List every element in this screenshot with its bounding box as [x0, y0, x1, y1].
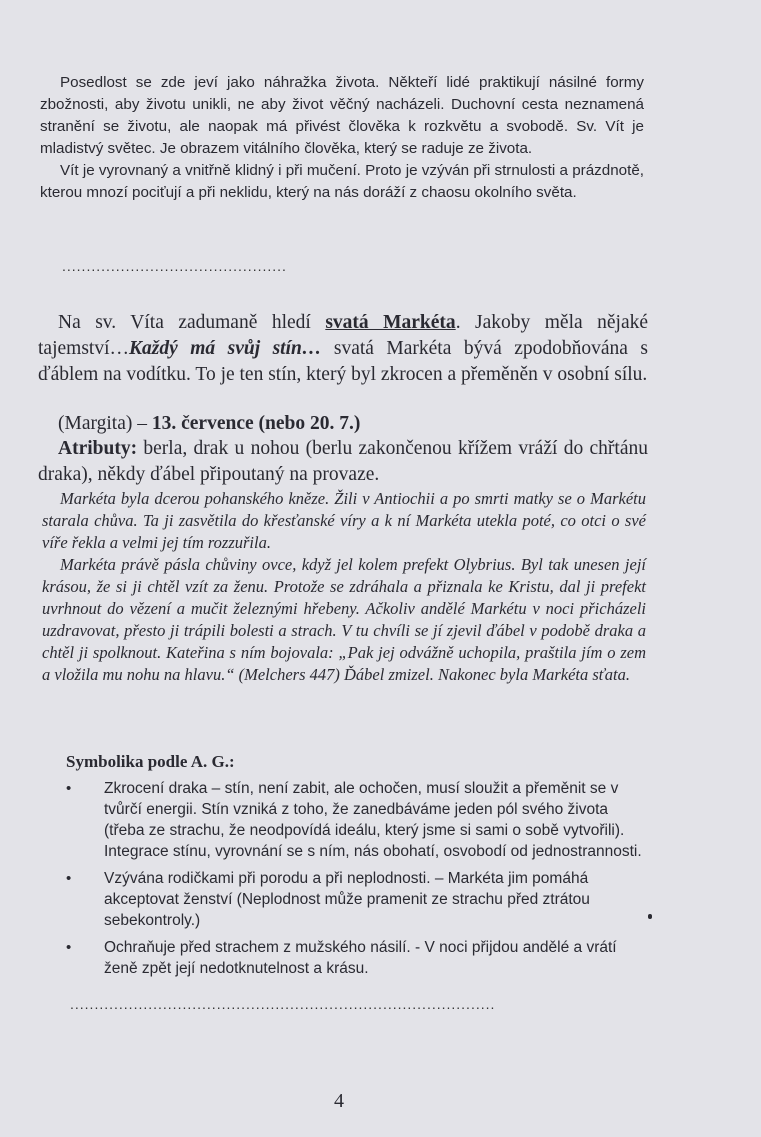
list-item: [62, 937, 642, 979]
list-item-text: Vzývána rodičkami při porodu a při neplodnosti. – Markéta jim pomáhá akceptovat ženství (Neplodnost může pramenit ze strachu před ztrátou sebekontroly.): [104, 870, 590, 929]
symbolika-title: Symbolika podle A. G.:: [66, 752, 235, 771]
intro-italic-quote: Každý má svůj stín…: [129, 338, 322, 359]
list-item: [62, 868, 642, 931]
saint-name: svatá Markéta: [325, 312, 456, 333]
attributes-label: Atributy:: [58, 438, 138, 459]
intro-before: Na sv. Víta zadumaně hledí: [58, 312, 326, 333]
list-item-text: Ochraňuje před strachem z mužského násilí. - V noci přijdou andělé a vrátí ženě zpět její nedotknutelnost a krásu.: [104, 939, 617, 977]
attributes-paragraph: [38, 436, 648, 488]
list-item: [62, 778, 642, 862]
paragraph-vit: [40, 72, 644, 204]
bullet-icon: •: [66, 780, 72, 797]
intro-paragraph: [38, 310, 648, 388]
feast-alt-name: (Margita) –: [58, 413, 152, 434]
feast-date-value: 13. července (nebo 20. 7.): [151, 413, 361, 434]
paragraph-vit-part-2: Vít je vyrovnaný a vnitřně klidný i při mučení. Proto je vzýván při strnulosti a prázdnotě, kterou mnozí pociťují a při neklidu, který na nás doráží z chaosu okolního světa.: [40, 162, 644, 201]
list-item-text: Zkrocení draka – stín, není zabit, ale ochočen, musí sloužit a přeměnit se v tvůrčí energii. Stín vzniká z toho, že zanedbáváme jeden pól svého života (třeba ze strachu, že neodpovídá ideálu, který jsme si sami o sobě vytvořili). Integrace stínu, vyrovnání se s ním, nás obohatí, osvobodí od jednostrannosti.: [104, 780, 642, 860]
legend-paragraph-2: Markéta právě pásla chůviny ovce, když jel kolem prefekt Olybrius. Byl tak unesen její krásou, že si ji chtěl vzít za ženu. Protože se zdráhala a přiznala ke Kristu, dal ji prefekt uvrhnout do vězení a mučit železnými hřebeny. Ačkoliv andělé Markétu v noci přicházeli uzdravovat, přesto ji trápili bolesti a strach. V tu chvíli se jí zjevil ďábel v podobě draka a chtěl ji spolknout. Kateřina s ním bojovala: „Pak jej odvážně uchopila, praštila jím o zem a vložila mu nohu na hlavu.“ (Melchers 447) Ďábel zmizel. Nakonec byla Markéta sťata.: [42, 555, 646, 684]
intro-middle: . Jakoby měla nějaké tajemství…: [38, 312, 649, 359]
symbolika-list: [62, 778, 642, 985]
feast-date: [58, 411, 360, 437]
legend-paragraph-1: Markéta byla dcerou pohanského kněze. Žili v Antiochii a po smrti matky se o Markétu starala chůva. Ta ji zasvětila do křesťanské víry a k ní Markéta utekla poté, co otci o své víře řekla a velmi jej tím rozzuřila.: [42, 489, 646, 552]
attributes-text: berla, drak u nohou (berlu zakončenou křížem vráží do chřtánu draka), někdy ďábel připoutaný na provaze.: [38, 438, 648, 485]
bullet-icon: •: [66, 870, 72, 887]
intro-after: svatá Markéta bývá zpodobňována s ďáblem na vodítku. To je ten stín, který byl zkrocen a přeměněn v osobní sílu.: [38, 338, 648, 385]
dotted-divider-top: ..............................................: [62, 258, 287, 274]
print-speck: [648, 914, 652, 919]
dotted-divider-bottom: .......................................................................................: [70, 996, 496, 1012]
page-number: 4: [334, 1090, 344, 1112]
paragraph-vit-part-1: Posedlost se zde jeví jako náhražka života. Někteří lidé praktikují násilné formy zbožnosti, aby životu unikli, ne aby život věčný nacházeli. Duchovní cesta neznamená stranění se životu, ale naopak má přivést člověka k rozkvětu a svobodě. Sv. Vít je mladistvý světec. Je obrazem vitálního člověka, který se raduje ze života.: [40, 74, 644, 157]
bullet-icon: •: [66, 939, 72, 956]
